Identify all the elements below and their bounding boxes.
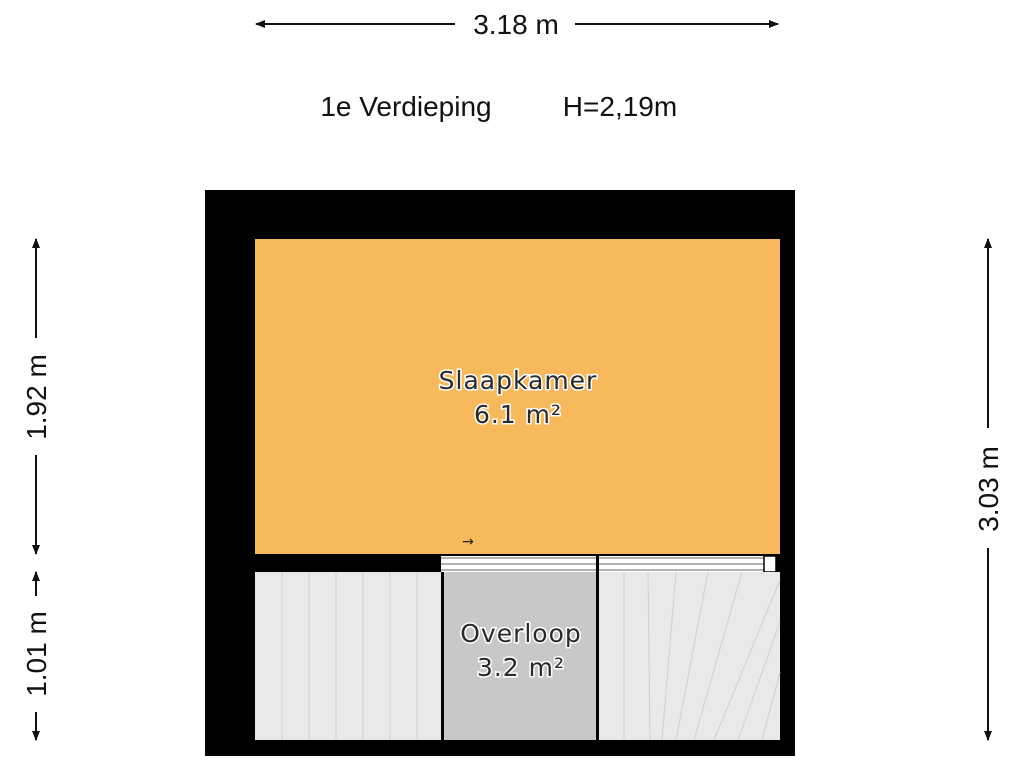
door-threshold (438, 556, 776, 572)
stair-divider-right (596, 572, 599, 740)
left-upper-label: 1.92 m (21, 354, 52, 440)
left-lower-dimension (21, 572, 52, 740)
right-height-label: 3.03 m (973, 446, 1004, 532)
slaapkamer-area: 6.1 m² (473, 400, 563, 429)
right-height-dimension (973, 239, 1004, 740)
slaapkamer-name: Slaapkamer (438, 366, 598, 395)
floor-name: 1e Verdieping (320, 91, 492, 122)
left-stair (255, 572, 441, 740)
overloop-name: Overloop (460, 619, 582, 648)
left-lower-label: 1.01 m (21, 611, 52, 697)
top-width-label: 3.18 m (473, 9, 559, 40)
top-width-dimension (256, 9, 778, 40)
right-stair (599, 572, 780, 740)
overloop-area: 3.2 m² (476, 653, 566, 682)
left-upper-dimension (21, 239, 52, 554)
floor-height: H=2,19m (562, 91, 678, 122)
door-arrow: → (462, 534, 474, 550)
slaapkamer-room (255, 239, 780, 554)
stair-divider-left (441, 572, 444, 740)
